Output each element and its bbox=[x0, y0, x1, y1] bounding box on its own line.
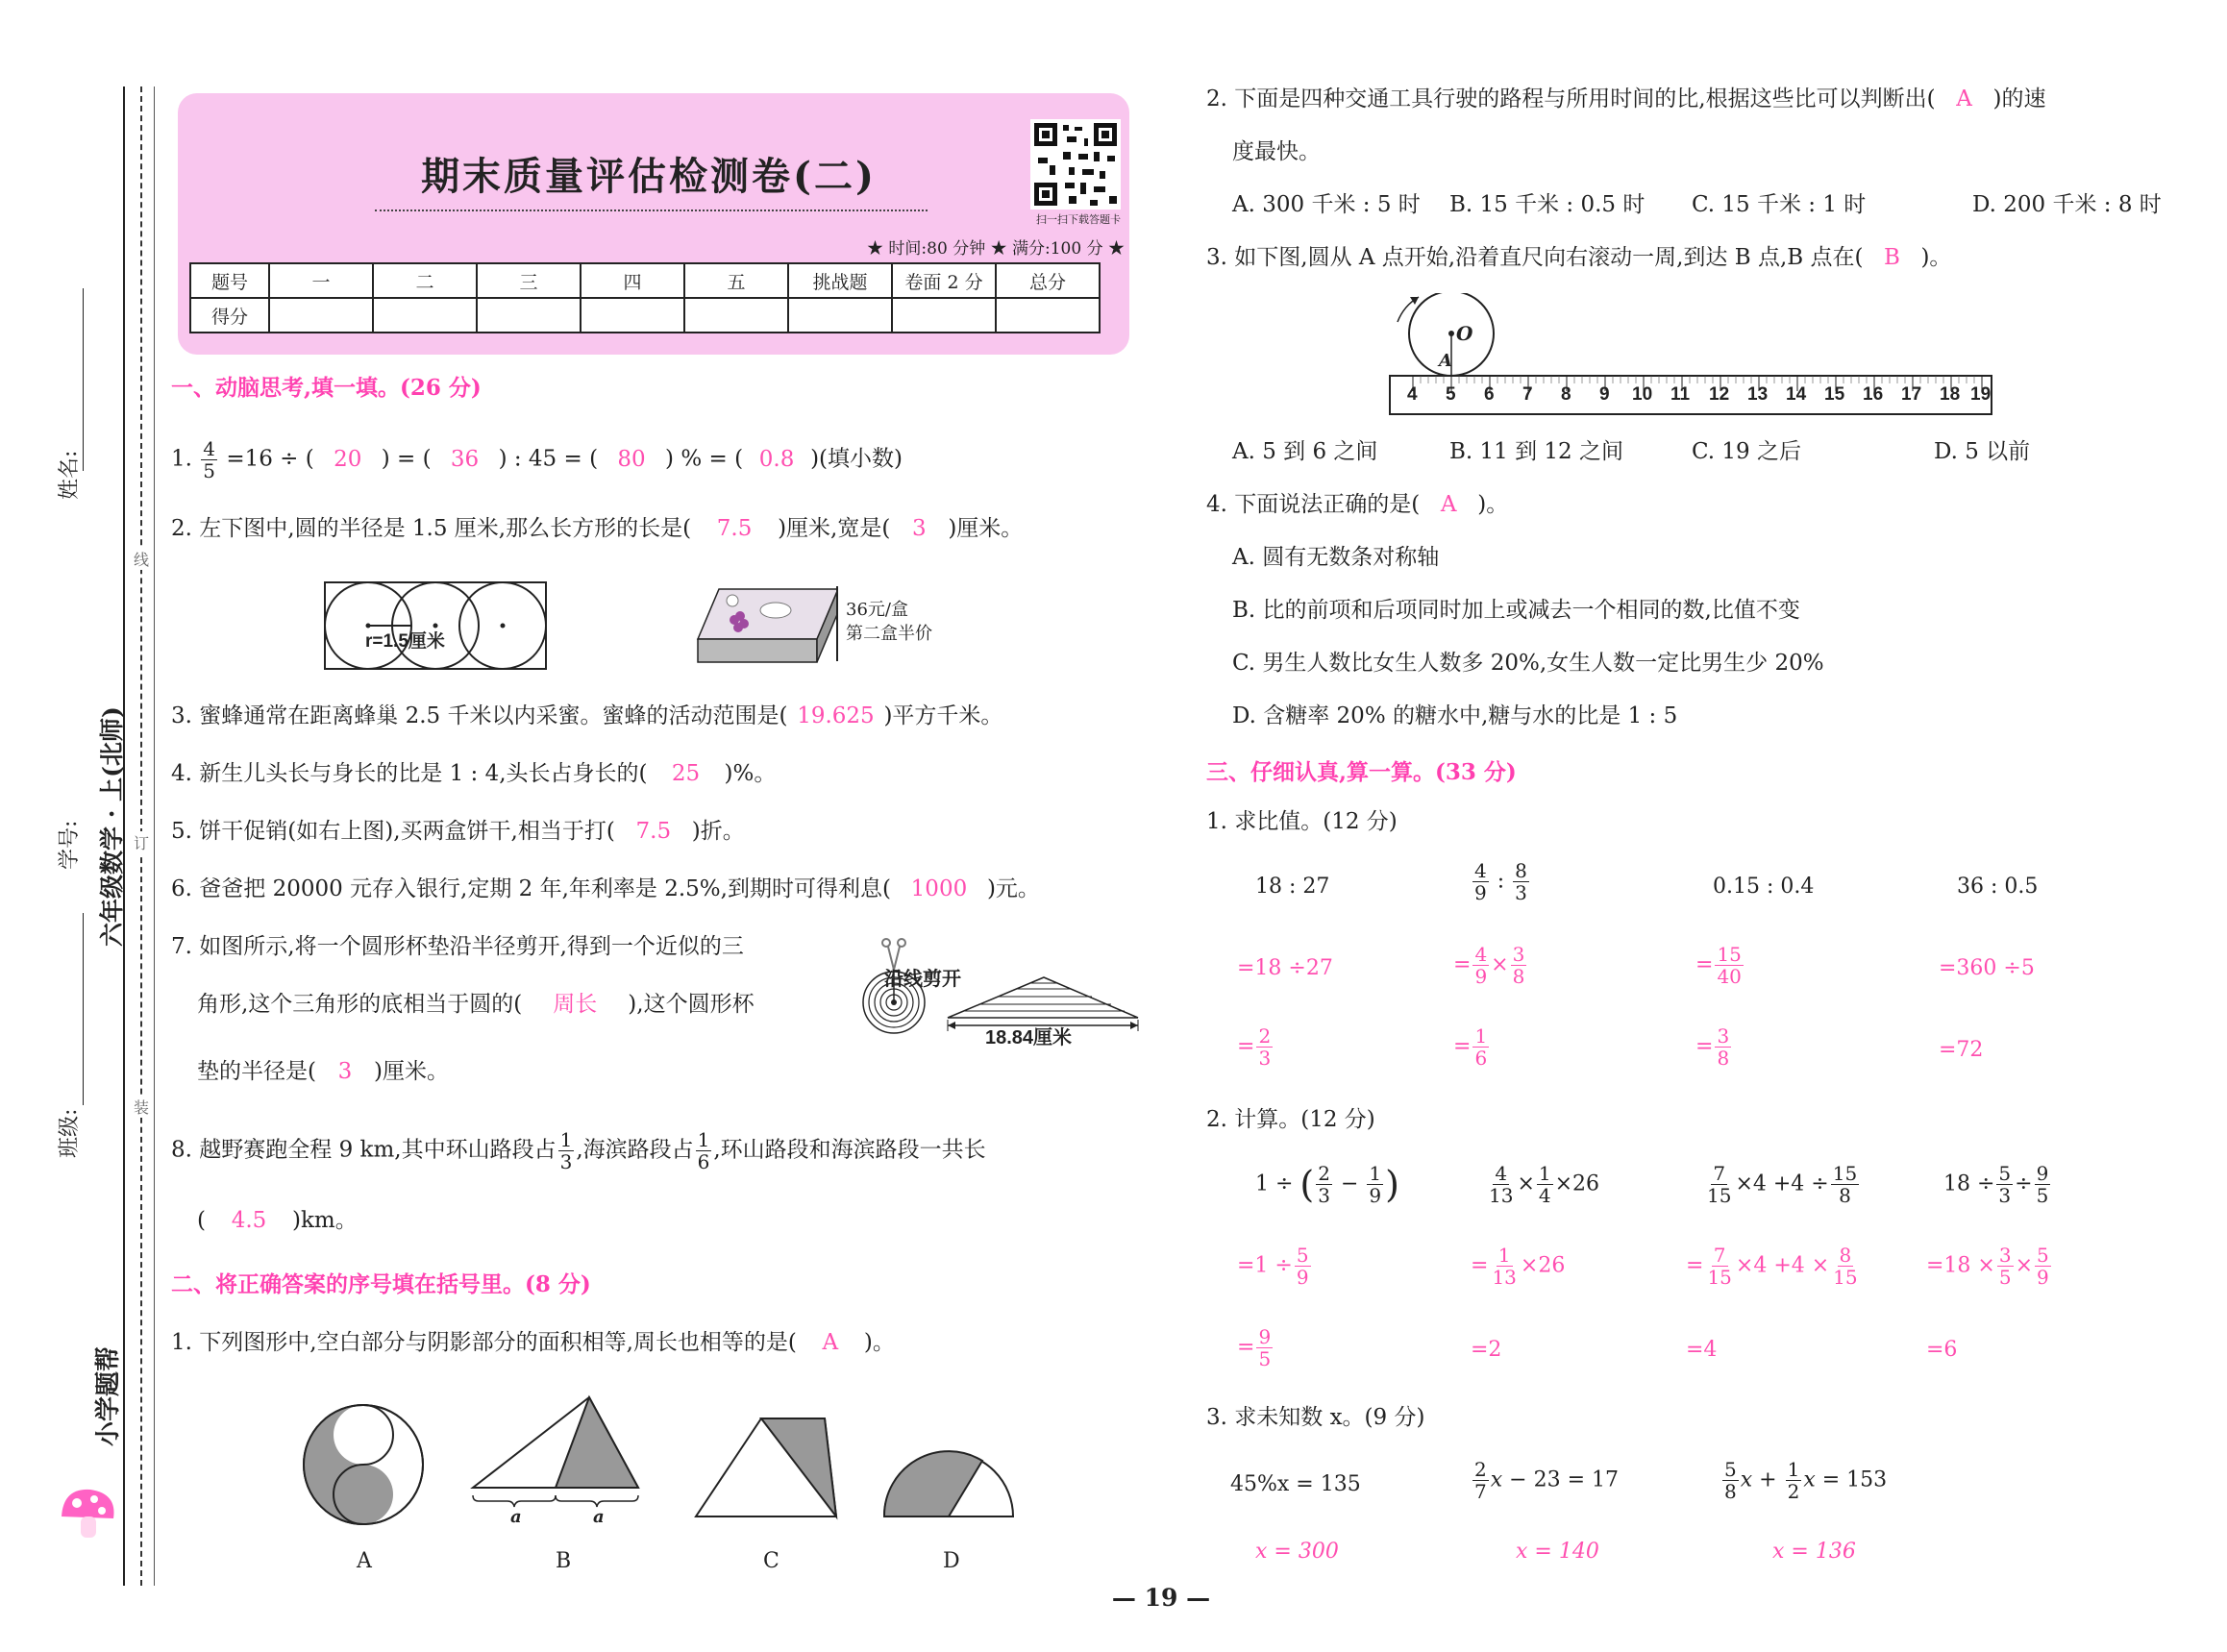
section3-title: 三、仔细认真,算一算。(33 分) bbox=[1206, 759, 1517, 785]
figure-c bbox=[694, 1413, 840, 1520]
q2-4: 4. 下面说法正确的是( A )。 bbox=[1206, 492, 1509, 517]
part1-title: 1. 求比值。(12 分) bbox=[1206, 809, 1398, 834]
calc-1: 1 ÷ ( $\frac{2}{3}$ − $\frac{1}{9}$ ) bbox=[1255, 1162, 1399, 1207]
figure-label-a: A bbox=[357, 1549, 372, 1573]
ratio-3-result: = $\frac{3}{8}$ bbox=[1695, 1024, 1730, 1070]
q2-3-option-d[interactable]: D. 5 以前 bbox=[1934, 439, 2031, 464]
score-header-cell: 挑战题 bbox=[788, 263, 892, 298]
q1-7-line2: 角形,这个三角形的底相当于圆的( 周长 ),这个圆形杯 bbox=[197, 992, 755, 1017]
price-line-1: 36元/盒 bbox=[846, 600, 908, 620]
calc-2-step: = $\frac{1}{13}$ ×26 bbox=[1471, 1244, 1566, 1289]
q1-1: 1. $\frac{4}{5}$ =16 ÷ ( 20 ) = ( 36 ) : 45 = ( 80 ) % = ( 0.8 )(填小数) bbox=[171, 437, 903, 482]
line-char-xian: 线 bbox=[134, 548, 149, 570]
price-line-2: 第二盒半价 bbox=[846, 624, 932, 644]
answer-blank[interactable]: 周长 bbox=[553, 992, 598, 1017]
answer-blank[interactable]: 4.5 bbox=[231, 1208, 267, 1233]
answer-blank[interactable]: A bbox=[1956, 86, 1972, 111]
part3-title: 3. 求未知数 x。(9 分) bbox=[1206, 1405, 1425, 1430]
answer-blank[interactable]: 7.5 bbox=[716, 516, 753, 541]
class-line bbox=[83, 913, 84, 1105]
name-label: 姓名: bbox=[58, 450, 82, 500]
ruler-tick-label: 14 bbox=[1786, 384, 1807, 405]
ratio-1: 18 : 27 bbox=[1255, 875, 1330, 899]
ratio-4: 36 : 0.5 bbox=[1957, 875, 2039, 899]
answer-blank[interactable]: 7.5 bbox=[635, 819, 672, 844]
answer-blank[interactable]: 1000 bbox=[910, 876, 968, 901]
q2-2-line2: 度最快。 bbox=[1232, 139, 1321, 164]
qr-code-icon bbox=[1030, 119, 1121, 210]
calc-1-step: =1 ÷ $\frac{5}{9}$ bbox=[1237, 1244, 1309, 1289]
score-header-cell: 题号 bbox=[190, 263, 269, 298]
point-a-label: A bbox=[1439, 351, 1452, 371]
q1-7-line1: 7. 如图所示,将一个圆形杯垫沿半径剪开,得到一个近似的三 bbox=[171, 934, 744, 959]
q1-6: 6. 爸爸把 20000 元存入银行,定期 2 年,年利率是 2.5%,到期时可得利息( 1000 )元。 bbox=[171, 876, 1040, 901]
calc-3-step: = $\frac{7}{15}$ ×4 +4 × $\frac{8}{15}$ bbox=[1686, 1244, 1858, 1289]
score-header-cell: 二 bbox=[373, 263, 477, 298]
exam-meta: ★ 时间:80 分钟 ★ 满分:100 分 ★ bbox=[867, 239, 1125, 259]
answer-blank[interactable]: A bbox=[822, 1330, 839, 1355]
ruler-tick-label: 8 bbox=[1561, 384, 1571, 405]
figure-b bbox=[469, 1392, 652, 1526]
answer-blank[interactable]: A bbox=[1440, 492, 1457, 517]
score-header-cell: 五 bbox=[684, 263, 788, 298]
ratio-3-step: = $\frac{15}{40}$ bbox=[1695, 943, 1742, 988]
figure-label-d: D bbox=[943, 1549, 960, 1573]
answer-blank[interactable]: 36 bbox=[450, 446, 480, 472]
student-no-label: 学号: bbox=[58, 820, 82, 870]
q1-8-line2: ( 4.5 )km。 bbox=[197, 1208, 358, 1233]
q2-4-option-b[interactable]: B. 比的前项和后项同时加上或减去一个相同的数,比值不变 bbox=[1232, 598, 1800, 623]
ruler-tick-label: 10 bbox=[1632, 384, 1653, 405]
calc-2-result: =2 bbox=[1471, 1338, 1502, 1362]
equation-2: $\frac{2}{7}$ x − 23 = 17 bbox=[1474, 1458, 1619, 1503]
q1-1-fraction: $\frac{4}{5}$ bbox=[203, 437, 215, 482]
qr-caption: 扫一扫下载答题卡 bbox=[1036, 213, 1121, 226]
calc-2: $\frac{4}{13}$ × $\frac{1}{4}$ ×26 bbox=[1489, 1162, 1600, 1207]
ruler-tick-label: 15 bbox=[1824, 384, 1845, 405]
figure-a bbox=[300, 1401, 427, 1528]
ratio-1-step: =18 ÷27 bbox=[1237, 956, 1333, 980]
equation-3-answer: x = 136 bbox=[1772, 1540, 1856, 1564]
q1-8-fraction-1: $\frac{1}{3}$ bbox=[559, 1128, 573, 1173]
ruler-tick-label: 11 bbox=[1670, 384, 1691, 405]
binding-strip bbox=[0, 0, 163, 1652]
equation-1-answer: x = 300 bbox=[1255, 1540, 1339, 1564]
title-underline bbox=[375, 210, 928, 211]
q1-8: 8. 越野赛跑全程 9 km,其中环山路段占 $\frac{1}{3}$ ,海滨路段占 $\frac{1}{6}$ ,环山路段和海滨路段一共长 bbox=[171, 1128, 986, 1173]
ruler-tick-label: 4 bbox=[1407, 384, 1418, 405]
score-header-cell: 三 bbox=[477, 263, 581, 298]
ruler-tick-label: 17 bbox=[1901, 384, 1922, 405]
ratio-1-result: = $\frac{2}{3}$ bbox=[1237, 1024, 1272, 1070]
calc-4: 18 ÷ $\frac{5}{3}$ ÷ $\frac{9}{5}$ bbox=[1943, 1162, 2049, 1207]
ruler-tick-label: 5 bbox=[1446, 384, 1456, 405]
radius-label: r=1.5厘米 bbox=[365, 631, 445, 652]
ratio-3: 0.15 : 0.4 bbox=[1713, 875, 1815, 899]
q1-3: 3. 蜜蜂通常在距离蜂巢 2.5 千米以内采蜜。蜜蜂的活动范围是( 19.625 )平方千米。 bbox=[171, 703, 1003, 728]
q1-2: 2. 左下图中,圆的半径是 1.5 厘米,那么长方形的长是( 7.5 )厘米,宽是( 3 )厘米。 bbox=[171, 516, 1024, 541]
q1-5: 5. 饼干促销(如右上图),买两盒饼干,相当于打( 7.5 )折。 bbox=[171, 819, 745, 844]
q2-3-option-b[interactable]: B. 11 到 12 之间 bbox=[1449, 439, 1623, 464]
ratio-4-step: =360 ÷5 bbox=[1939, 956, 2035, 980]
segment-label-a1: a bbox=[510, 1507, 522, 1527]
q2-4-option-a[interactable]: A. 圆有无数条对称轴 bbox=[1232, 545, 1440, 570]
subject-label: 六年级数学 · 上(北师) bbox=[98, 706, 126, 947]
calc-3-result: =4 bbox=[1686, 1338, 1718, 1362]
ratio-4-result: =72 bbox=[1939, 1038, 1984, 1062]
calc-3: $\frac{7}{15}$ ×4 +4 ÷ $\frac{15}{8}$ bbox=[1707, 1162, 1858, 1207]
answer-blank[interactable]: 3 bbox=[337, 1059, 353, 1084]
q2-2: 2. 下面是四种交通工具行驶的路程与所用时间的比,根据这些比可以判断出( A )的速 bbox=[1206, 86, 2046, 111]
answer-blank[interactable]: 3 bbox=[912, 516, 927, 541]
ratio-2: $\frac{4}{9}$ : $\frac{8}{3}$ bbox=[1474, 859, 1527, 904]
figure-d bbox=[880, 1443, 1017, 1520]
ruler-tick-label: 12 bbox=[1709, 384, 1730, 405]
q1-8-fraction-2: $\frac{1}{6}$ bbox=[697, 1128, 710, 1173]
figure-label-b: B bbox=[556, 1549, 572, 1573]
score-header-cell: 四 bbox=[581, 263, 684, 298]
q2-2-option-b[interactable]: B. 15 千米 : 0.5 时 bbox=[1449, 192, 1646, 217]
q2-3: 3. 如下图,圆从 A 点开始,沿着直尺向右滚动一周,到达 B 点,B 点在( B )。 bbox=[1206, 245, 1952, 270]
score-input-cell[interactable] bbox=[892, 298, 996, 333]
point-o-label: O bbox=[1456, 322, 1473, 345]
part2-title: 2. 计算。(12 分) bbox=[1206, 1107, 1375, 1132]
ratio-2-result: = $\frac{1}{6}$ bbox=[1453, 1024, 1488, 1070]
equation-3: $\frac{5}{8}$ x + $\frac{1}{2}$ x = 153 bbox=[1724, 1458, 1888, 1503]
answer-blank[interactable]: 25 bbox=[671, 761, 701, 786]
calc-4-step: =18 × $\frac{3}{5}$ × $\frac{5}{9}$ bbox=[1926, 1244, 2049, 1289]
answer-blank[interactable]: 0.8 bbox=[758, 446, 795, 472]
q2-2-option-a[interactable]: A. 300 千米 : 5 时 bbox=[1232, 192, 1421, 217]
ruler-tick-label: 13 bbox=[1747, 384, 1769, 405]
q2-2-option-d[interactable]: D. 200 千米 : 8 时 bbox=[1972, 192, 2162, 217]
score-input-cell[interactable] bbox=[684, 298, 788, 333]
ruler-tick-label: 19 bbox=[1970, 384, 1992, 405]
score-input-cell[interactable] bbox=[581, 298, 684, 333]
score-table bbox=[189, 262, 1101, 333]
binding-line-inner bbox=[154, 86, 155, 1586]
score-header-cell: 总分 bbox=[996, 263, 1100, 298]
q2-4-option-c[interactable]: C. 男生人数比女生人数多 20%,女生人数一定比男生少 20% bbox=[1232, 651, 1824, 676]
ratio-2-step: = $\frac{4}{9}$ × $\frac{3}{8}$ bbox=[1453, 943, 1525, 988]
figure-label-c: C bbox=[763, 1549, 779, 1573]
ruler-tick-label: 16 bbox=[1863, 384, 1884, 405]
name-line bbox=[83, 288, 84, 471]
q1-7-line3: 垫的半径是( 3 )厘米。 bbox=[197, 1059, 449, 1084]
score-input-cell[interactable] bbox=[373, 298, 477, 333]
cut-label: 沿线剪开 bbox=[884, 969, 961, 990]
price-divider bbox=[836, 586, 838, 661]
answer-blank[interactable]: 19.625 bbox=[797, 703, 875, 728]
answer-blank[interactable]: 80 bbox=[617, 446, 646, 472]
q2-2-option-c[interactable]: C. 15 千米 : 1 时 bbox=[1692, 192, 1867, 217]
answer-blank[interactable]: 20 bbox=[334, 446, 362, 472]
q1-4: 4. 新生儿头长与身长的比是 1 : 4,头长占身长的( 25 )%。 bbox=[171, 761, 777, 786]
equation-2-answer: x = 140 bbox=[1516, 1540, 1599, 1564]
equation-1: 45%x = 135 bbox=[1230, 1472, 1361, 1496]
page-title: 期末质量评估检测卷(二) bbox=[421, 154, 877, 199]
score-row-label: 得分 bbox=[190, 298, 269, 333]
line-char-ding: 订 bbox=[134, 831, 149, 853]
ruler-tick-label: 18 bbox=[1940, 384, 1961, 405]
ruler-tick-label: 9 bbox=[1599, 384, 1610, 405]
q2-3-option-c[interactable]: C. 19 之后 bbox=[1692, 439, 1801, 464]
q2-1: 1. 下列图形中,空白部分与阴影部分的面积相等,周长也相等的是( A )。 bbox=[171, 1330, 895, 1355]
class-label: 班级: bbox=[58, 1108, 82, 1158]
calc-4-result: =6 bbox=[1926, 1338, 1958, 1362]
score-input-cell[interactable] bbox=[996, 298, 1100, 333]
calc-1-result: = $\frac{9}{5}$ bbox=[1237, 1325, 1272, 1370]
segment-label-a2: a bbox=[593, 1507, 605, 1527]
q2-4-option-d[interactable]: D. 含糖率 20% 的糖水中,糖与水的比是 1 : 5 bbox=[1232, 703, 1678, 728]
page-number: — 19 — bbox=[1111, 1584, 1211, 1612]
brand-mushroom-icon bbox=[54, 1480, 121, 1547]
ruler-tick-label: 7 bbox=[1522, 384, 1533, 405]
brand-label: 小学题帮 bbox=[94, 1345, 123, 1446]
section1-title: 一、动脑思考,填一填。(26 分) bbox=[171, 375, 482, 401]
ruler-tick-label: 6 bbox=[1484, 384, 1495, 405]
score-header-cell: 一 bbox=[269, 263, 373, 298]
section2-title: 二、将正确答案的序号填在括号里。(8 分) bbox=[171, 1271, 591, 1297]
answer-blank[interactable]: B bbox=[1884, 245, 1900, 270]
q2-3-option-a[interactable]: A. 5 到 6 之间 bbox=[1232, 439, 1378, 464]
score-header-cell: 卷面 2 分 bbox=[892, 263, 996, 298]
triangle-base-label: 18.84厘米 bbox=[985, 1027, 1073, 1048]
score-input-cell[interactable] bbox=[788, 298, 892, 333]
line-char-zhuang: 装 bbox=[134, 1096, 149, 1118]
score-input-cell[interactable] bbox=[477, 298, 581, 333]
ruler-ticks bbox=[1384, 384, 1999, 413]
score-input-cell[interactable] bbox=[269, 298, 373, 333]
cookie-box-figure bbox=[694, 581, 838, 668]
